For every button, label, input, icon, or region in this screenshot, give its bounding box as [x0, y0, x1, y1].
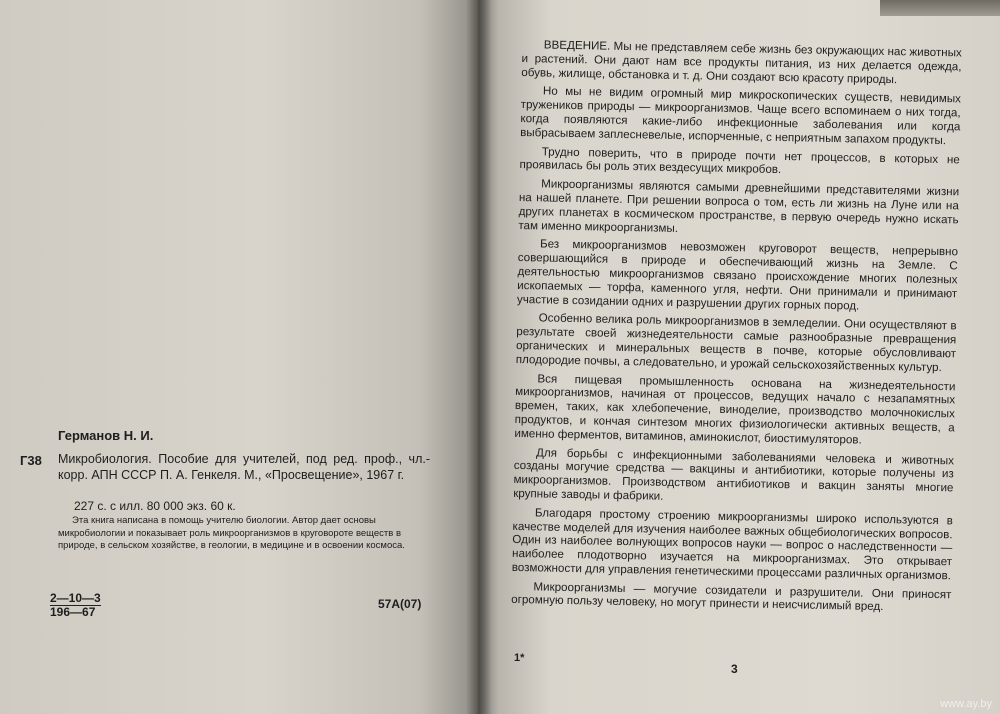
author-name: Германов Н. И. [58, 428, 154, 443]
paragraph: Трудно поверить, что в природе почти нет процессов, в которых не проявилась бы роль этих вездесущих микробов. [519, 144, 960, 177]
bibliographic-description: Микробиология. Пособие для учителей, под ред. проф., чл.-корр. АПН СССР П. А. Генкеля. М., «Просвещение», 1967 г. [58, 452, 430, 482]
bbk-code: Г38 [20, 453, 42, 468]
page-edge [880, 0, 1000, 16]
paragraph: Для борьбы с инфекционными заболеваниями человека и животных созданы могучие средства — вакцины и антибиотики, которые получены из микроорганизмов. Производством антибиотиков и вакцин заняты многие крупные заводы и фабрики. [513, 445, 955, 503]
introduction-text [511, 38, 962, 621]
paragraph: ВВЕДЕНИЕ. Мы не представляем себе жизнь без окружающих нас животных и растений. Они дают нам все продукты питания, из них делается одежда, обувь, жилище, обстановка и т. д. Они создают всю красоту природы. [521, 38, 962, 86]
site-watermark: www.ay.by [940, 698, 992, 710]
paragraph: Благодаря простому строению микроорганизмы широко используются в качестве моделей для изучения наиболее важных общебиологических вопросов. Один из наиболее волнующих вопросов науки — вопрос о наследственности — наиболее плодотворно изучается на микроорганизмах. Это открывает возможности для управления генетическими процессами различных организмов. [511, 506, 953, 583]
paragraph: Вся пищевая промышленность основана на жизнедеятельности микроорганизмов, начиная от процессов, ведущих начало с незапамятных времен, таких, как хлебопечение, виноделие, производство молочнокислых продуктов, и кончая синтезом многих физиологически активных веществ, а именно ферментов, витаминов, аминокислот, биостимуляторов. [514, 371, 956, 447]
book-annotation: Эта книга написана в помощь учителю биологии. Автор дает основы микробиологии и показывает роль микроорганизмов в круговороте веществ в природе, в сельском хозяйстве, в геологии, в медицине и в освоении космоса. [58, 515, 405, 551]
publisher-code-numerator: 2—10—3 [50, 591, 101, 605]
signature-mark: 1* [514, 652, 525, 664]
paragraph: Но мы не видим огромный мир микроскопических существ, невидимых тружеников природы — микроорганизмов. Чаще всего вспоминаем о них тогда, когда появляются какие-либо инфекционные заболевания или когда выбрасываем заплесневелые, испорченные, с неприятным запахом продукты. [520, 84, 962, 147]
publisher-code-denominator: 196—67 [50, 605, 96, 619]
physical-specs: 227 с. с илл. 80 000 экз. 60 к. [74, 499, 236, 513]
paragraph: Микроорганизмы — могучие созидатели и разрушители. Они приносят огромную пользу человеку, но могут принести и неисчислимый вред. [511, 580, 952, 614]
udc-code: 57А(07) [378, 597, 422, 611]
paragraph: Без микроорганизмов невозможен круговорот веществ, непрерывно совершающийся в природе и обеспечивающий жизнь на Земле. С деятельностью микроорганизмов связано происхождение многих полезных ископаемых — торфа, каменного угля, нефти. Они принимали и принимают участие в созидании одних и разрушении других горных пород. [516, 237, 959, 313]
paragraph: Особенно велика роль микроорганизмов в земледелии. Они осуществляют в результате своей жизнедеятельности самые разнообразные превращения органических и минеральных веществ в почве, которые обусловливают плодородие почвы, а следовательно, и урожай сельскохозяйственных культур. [515, 311, 957, 374]
page-number: 3 [731, 662, 738, 676]
paragraph: Микроорганизмы являются самыми древнейшими представителями жизни на нашей планете. При решении вопроса о том, есть ли жизнь на Луне или на других планетах в космическом пространстве, в первую очередь нужно искать там именно микроорганизмы. [518, 177, 960, 235]
book-gutter [466, 0, 492, 714]
